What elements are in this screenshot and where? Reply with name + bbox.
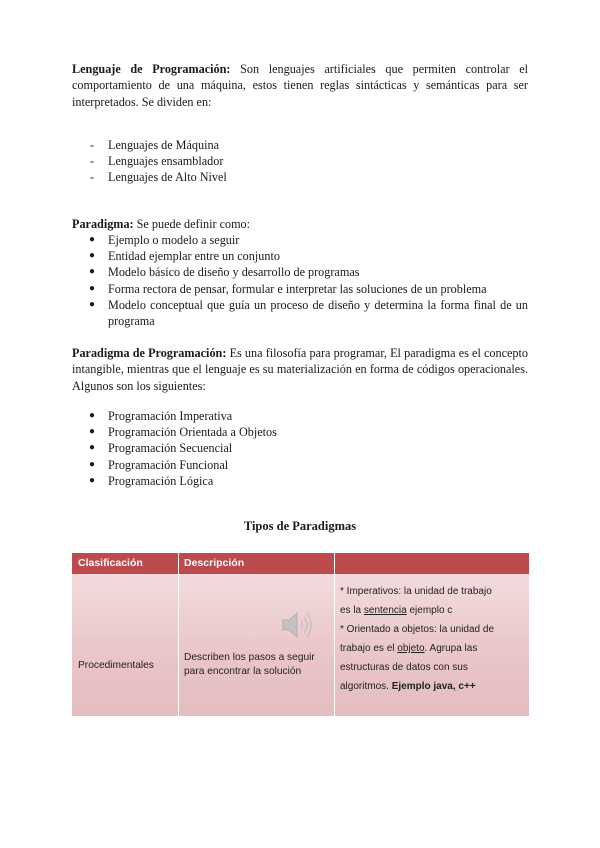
text-paradigma-programacion: Es una filosofía para programar, El paradigma es el concepto intangible, mientras que el lenguaje es su materialización en forma de códigos operacionales. Algunos son los siguientes:: [72, 346, 529, 393]
list-item: ● Programación Secuencial: [89, 441, 233, 456]
list-item: - Lenguajes ensamblador: [90, 154, 224, 169]
term-paradigma-programacion: Paradigma de Programación:: [72, 346, 227, 360]
table-row: [72, 574, 529, 716]
speaker-icon[interactable]: [281, 610, 315, 640]
column-divider: [178, 553, 179, 716]
list-item: ● Programación Funcional: [89, 457, 229, 472]
cell-descripcion: Describen los pasos a seguir para encontrar la solución: [184, 652, 315, 677]
list-item: - Lenguajes de Alto Nivel: [90, 170, 227, 185]
lenguajes-list: [72, 137, 532, 186]
list-item: - Lenguajes de Máquina: [90, 138, 220, 152]
list-item: ● Forma rectora de pensar, formular e interpretar las soluciones de un problema: [89, 281, 487, 296]
cell-clasificacion: Procedimentales: [78, 660, 154, 671]
text-lenguaje: Son lenguajes artificiales que permiten controlar el comportamiento de una máquina, estos tienen reglas sintácticas y semánticas para ser interpretados. Se dividen en:: [72, 62, 529, 109]
programacion-list: [72, 408, 532, 489]
list-item: ● Modelo básico de diseño y desarrollo de programas: [89, 265, 360, 280]
paradigm-table: [72, 553, 529, 716]
table-header-row: [72, 553, 529, 574]
paragraph-lenguaje: [72, 61, 528, 110]
paragraph-paradigma: [72, 216, 528, 232]
paragraph-paradigma-programacion: [72, 345, 528, 394]
cell-detalle: * Imperativos: la unidad de trabajo es la sentencia ejemplo c * Orientado a objetos: la unidad de trabajo es el objeto. Agrupa las estructuras de datos con sus algoritmos. Ejemplo java, c++: [340, 586, 494, 692]
list-item: ● Programación Lógica: [89, 473, 214, 488]
text-paradigma: Se puede definir como:: [133, 217, 251, 231]
header-clasificacion: Clasificación: [78, 557, 143, 569]
table-title: Tipos de Paradigmas: [243, 519, 357, 533]
term-paradigma: Paradigma:: [72, 217, 134, 231]
list-item: ● Entidad ejemplar entre un conjunto: [89, 249, 280, 264]
list-item: ● Ejemplo o modelo a seguir: [89, 233, 240, 247]
column-divider: [334, 553, 335, 716]
list-item: ● Programación Imperativa: [89, 409, 233, 423]
list-item: ● Modelo conceptual que guía un proceso de diseño y determina la forma final de un programa: [89, 297, 528, 329]
term-lenguaje: Lenguaje de Programación:: [72, 62, 231, 76]
paradigma-list: [72, 232, 528, 329]
header-descripcion: Descripción: [184, 557, 245, 569]
list-item: ● Programación Orientada a Objetos: [89, 425, 277, 440]
